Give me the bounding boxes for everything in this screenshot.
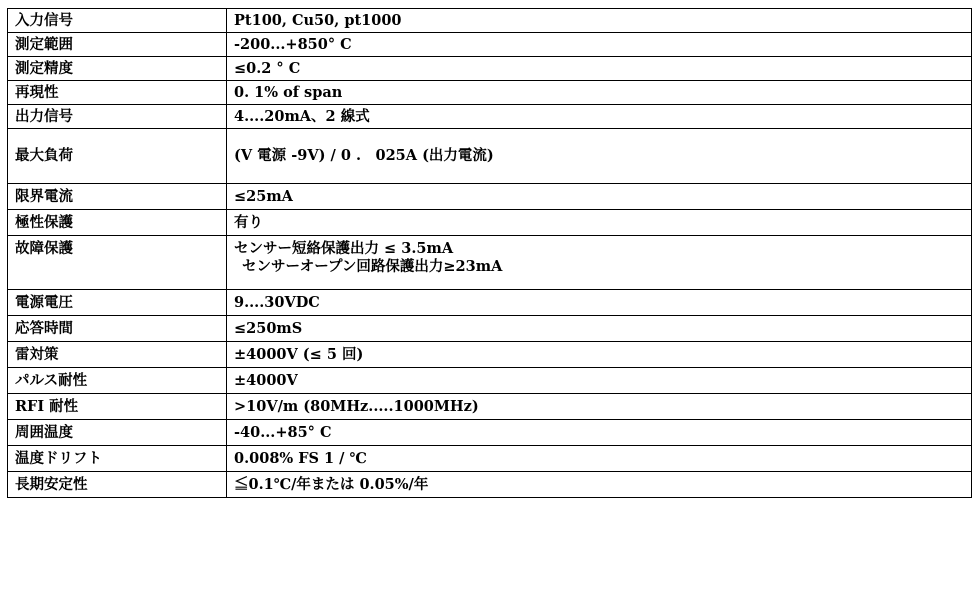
table-row [8, 57, 972, 81]
row-label: パルス耐性 [8, 368, 227, 394]
row-label: 極性保護 [8, 210, 227, 236]
row-label: 電源電圧 [8, 290, 227, 316]
row-label: 出力信号 [8, 105, 227, 129]
row-label: 入力信号 [8, 9, 227, 33]
row-value: 0.008% FS 1 / ℃ [227, 446, 972, 472]
row-value: ±4000V (≤ 5 回) [227, 342, 972, 368]
table-row [8, 236, 972, 290]
spec-table [7, 8, 972, 498]
row-label: 温度ドリフト [8, 446, 227, 472]
row-value: 9....30VDC [227, 290, 972, 316]
table-row [8, 9, 972, 33]
table-row [8, 184, 972, 210]
fault-protection-open: センサーオープン回路保護出力≥23mA [242, 258, 503, 275]
row-label: 測定範囲 [8, 33, 227, 57]
table-row [8, 33, 972, 57]
table-row [8, 420, 972, 446]
row-label: 応答時間 [8, 316, 227, 342]
row-value: (V 電源 -9V) / 0 . 025A (出力電流) [227, 129, 972, 184]
row-label: 故障保護 [8, 236, 227, 290]
row-value: 0. 1% of span [227, 81, 972, 105]
row-label: 測定精度 [8, 57, 227, 81]
table-row [8, 342, 972, 368]
table-row [8, 129, 972, 184]
table-row [8, 210, 972, 236]
table-row [8, 81, 972, 105]
row-value: ≤0.2 ° C [227, 57, 972, 81]
table-row [8, 316, 972, 342]
row-value: ≤25mA [227, 184, 972, 210]
table-row [8, 394, 972, 420]
row-label: 周囲温度 [8, 420, 227, 446]
row-value: Pt100, Cu50, pt1000 [227, 9, 972, 33]
row-value: -40...+85° C [227, 420, 972, 446]
row-label: 限界電流 [8, 184, 227, 210]
row-value: ±4000V [227, 368, 972, 394]
table-row [8, 472, 972, 498]
row-value: -200...+850° C [227, 33, 972, 57]
row-value [227, 236, 972, 290]
row-label: 雷対策 [8, 342, 227, 368]
row-value: 有り [227, 210, 972, 236]
table-row [8, 368, 972, 394]
row-label: RFI 耐性 [8, 394, 227, 420]
table-row [8, 446, 972, 472]
row-value: ≦0.1℃/年または 0.05%/年 [227, 472, 972, 498]
table-row [8, 290, 972, 316]
row-value: 4....20mA、2 線式 [227, 105, 972, 129]
row-value: ≤250mS [227, 316, 972, 342]
row-value: >10V/m (80MHz.....1000MHz) [227, 394, 972, 420]
row-label: 長期安定性 [8, 472, 227, 498]
table-row [8, 105, 972, 129]
row-label: 再現性 [8, 81, 227, 105]
fault-protection-short: センサー短絡保護出力 ≤ 3.5mA [234, 240, 454, 257]
row-label: 最大負荷 [8, 129, 227, 184]
